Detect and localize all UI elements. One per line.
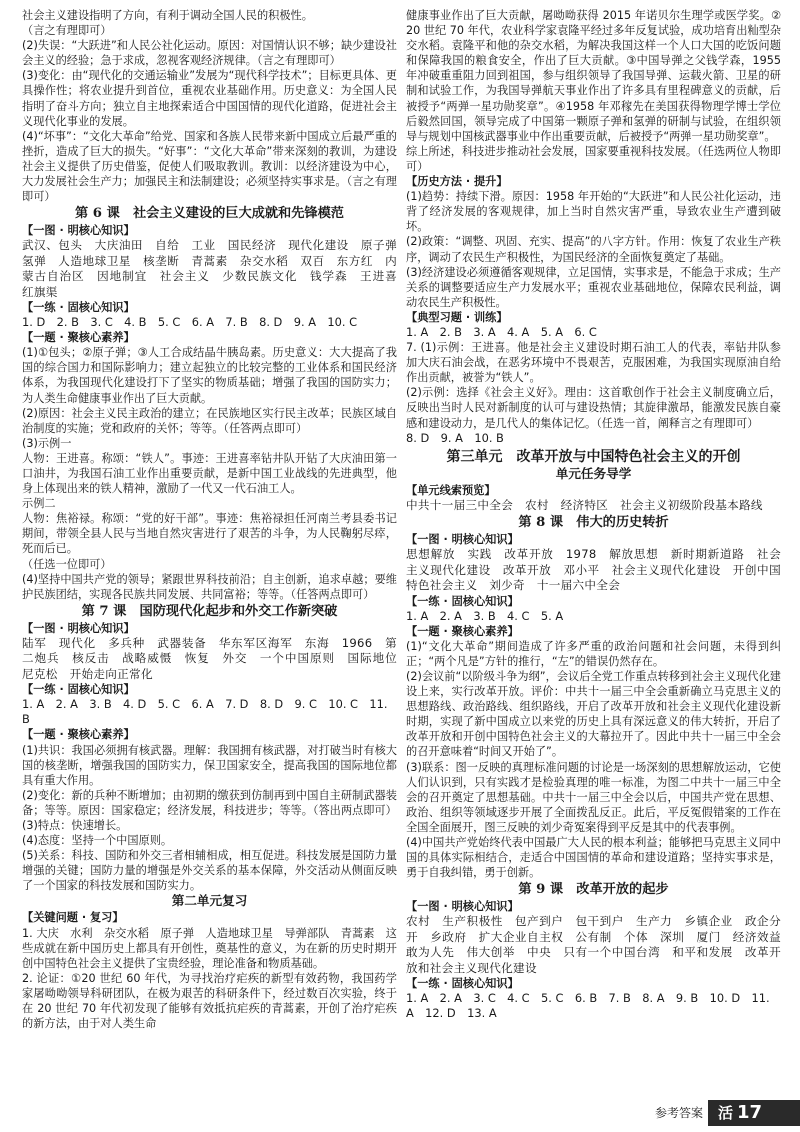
right-column	[406, 8, 793, 1021]
paragraph: 1. 大庆 水利 杂交水稻 原子弹 人造地球卫星 导弹部队 青蒿素 这些成就在新中国历史上都具有开创性，奠基性的意义，为在新的历史时期开创中国特色社会主义提供了宝贵经验，理论准备和物质基础。	[22, 926, 397, 970]
paragraph: （言之有理即可）	[22, 24, 112, 38]
answer-list: 1. D 2. B 3. C 4. B 5. C 6. A 7. B 8. D 9. A 10. C	[22, 315, 358, 330]
paragraph: 健康事业作出了巨大贡献，屠呦呦获得 2015 年诺贝尔生理学或医学奖。②20 世纪 70 年代，农业科学家袁隆平经过多年反复试验，成功培育出籼型杂交水稻。袁隆平和他的杂交水稻，为解决我国这样一个人口大国的吃饭问题和保障我国的粮食安全，作出了巨大贡献。③中国导弹之父钱学森，1955 年冲破重重阻力回到祖国，参与组织领导了我国导弹、运载火箭、卫星的研制和试验工作，为我国导弹航天事业作出了许多具有里程碑意义的贡献，后被授予“两弹一星功勋奖章”。④1958 年邓稼先在美国获得物理学博士学位后毅然回国，领导完成了中国第一颗原子弹和氢弹的研制与试验，在组织领导与规划中国核武器事业中作出重要贡献，后被授予“两弹一星功勋奖章”。	[406, 9, 781, 143]
answer-list: 1. A 2. A 3. B 4. C 5. A	[406, 608, 564, 623]
answer-key-label: 参考答案	[655, 1106, 704, 1120]
subunit-title: 第二单元复习	[171, 893, 248, 909]
activity-tag: 活	[718, 1104, 734, 1122]
paragraph: 人物：焦裕禄。称颂：“党的好干部”。事迹：焦裕禄担任河南兰考县委书记期间，带领全县人民与当地自然灾害进行了艰苦的斗争，为人民鞠躬尽瘁，死而后已。	[22, 512, 397, 556]
subunit-title: 单元任务导学	[555, 465, 632, 481]
answer-list: 8. D 9. A 10. B	[406, 430, 504, 445]
paragraph: (2)失误：“大跃进”和人民公社化运动。原因：对国情认识不够；缺少建设社会主义的经验；急于求成，忽视客观经济规律。（言之有理即可）	[22, 39, 397, 68]
lesson-title: 第 7 课 国防现代化起步和外交工作新突破	[81, 603, 338, 619]
lesson-title: 第 9 课 改革开放的起步	[518, 882, 669, 898]
section-header: 【一图 · 明核心知识】	[406, 900, 519, 914]
section-header: 【一练 · 固核心知识】	[22, 683, 135, 697]
paragraph: (4)“坏事”：“文化大革命”给党、国家和各族人民带来新中国成立后最严重的挫折，造成了巨大的损失。“好事”：“文化大革命”带来深刻的教训，为建设社会主义提供了历史借鉴，促使人们吸取教训。教训：以经济建设为中心，大力发展社会生产力；加强民主和法制建设；必须坚持实事求是。（言之有理即可）	[22, 129, 397, 204]
paragraph: 7. (1)示例：王进喜。他是社会主义建设时期石油工人的代表，率钻井队参加大庆石油会战，在恶劣环境中不畏艰苦，克服困难，为我国实现原油自给作出贡献，被誉为“铁人”。	[406, 341, 781, 385]
paragraph: (1)共识：我国必须拥有核武器。理解：我国拥有核武器，对打破当时有核大国的核垄断，增强我国的国防实力，保卫国家安全，提高我国的国际地位都具有重大作用。	[22, 743, 397, 787]
answer-list: 1. A 2. B 3. A 4. A 5. A 6. C	[406, 324, 597, 339]
section-header: 【历史方法 · 提升】	[406, 175, 508, 189]
paragraph: (3)示例一	[22, 436, 72, 450]
paragraph: (2)变化：新的兵种不断增加；由初期的缴获到仿制再到中国自主研制武器装备；等等。原因：国家稳定；经济发展，科技进步；等等。（答出两点即可）	[22, 788, 397, 817]
paragraph: 综上所述，科技进步推动社会发展，国家要重视科技发展。（任选两位人物即可）	[406, 144, 781, 173]
section-header: 【单元线索预览】	[406, 483, 496, 497]
keyword-list: 思想解放 实践 改革开放 1978 解放思想 新时期新道路 社会主义现代化建设 改革开放 邓小平 社会主义现代化建设 开创中国特色社会主义 刘少奇 十一届六中全会	[406, 547, 781, 593]
section-header: 【一图 · 明核心知识】	[22, 224, 135, 238]
section-header: 【一题 · 聚核心素养】	[22, 331, 135, 345]
section-header: 【关键问题 · 复习】	[22, 911, 124, 925]
section-header: 【一图 · 明核心知识】	[406, 533, 519, 547]
lesson-title: 第 6 课 社会主义建设的巨大成就和先锋模范	[75, 206, 344, 222]
section-header: 【一题 · 聚核心素养】	[406, 624, 519, 638]
paragraph: (1)“文化大革命”期间造成了许多严重的政治问题和社会问题，未得到纠正；“两个凡是”方针的推行，“左”的错误仍然存在。	[406, 639, 781, 668]
section-header: 【一图 · 明核心知识】	[22, 621, 135, 635]
keyword-list: 陆军 现代化 多兵种 武器装备 华东军区海军 东海 1966 第二炮兵 核反击 战略威慑 恢复 外交 一个中国原则 国际地位 尼克松 开始走向正常化	[22, 635, 409, 681]
paragraph: (2)原因：社会主义民主政治的建立；在民族地区实行民主改革；民族区域自治制度的实施；党和政府的关怀；等等。（任答两点即可）	[22, 406, 397, 435]
page-number: 17	[737, 1102, 763, 1123]
keyword-list: 农村 生产积极性 包产到户 包干到户 生产力 乡镇企业 政企分开 乡政府 扩大企业自主权 公有制 个体 深圳 厦门 经济效益 敢为人先 伟大创举 中央 只有一个中国台湾 和平和发展 改革开放和社会主义现代化建设	[406, 914, 793, 975]
paragraph: 示例二	[22, 497, 56, 511]
answer-list: 1. A 2. A 3. C 4. C 5. C 6. B 7. B 8. A 9. B 10. D 11. A 12. D 13. A	[406, 991, 770, 1021]
keyword-list: 武汉、包头 大庆油田 自给 工业 国民经济 现代化建设 原子弹 氢弹 人造地球卫星 核垄断 青蒿素 杂交水稻 双百 东方红 内蒙古自治区 因地制宜 社会主义 少数民族文化 钱学森 王进喜 红旗渠	[22, 238, 409, 299]
paragraph: (4)中国共产党始终代表中国最广大人民的根本利益；能够把马克思主义同中国的具体实际相结合，走适合中国国情的革命和建设道路；坚持实事求是，勇于自我纠错，勇于创新。	[406, 836, 781, 880]
section-header: 【典型习题 · 训练】	[406, 310, 508, 324]
answer-list: 1. A 2. A 3. B 4. D 5. C 6. A 7. D 8. D 9. C 10. C 11. B	[22, 697, 388, 727]
page-footer	[560, 1100, 800, 1126]
page-number-badge	[708, 1100, 800, 1126]
paragraph: (5)关系：科技、国防和外交三者相辅相成，相互促进。科技发展是国防力量增强的关键；国防力量的增强是外交关系的基本保障，外交活动从侧面反映了一个国家的科技发展和国防实力。	[22, 849, 397, 893]
section-header: 【一题 · 聚核心素养】	[22, 728, 135, 742]
paragraph: (2)政策：“调整、巩固、充实、提高”的八字方针。作用：恢复了农业生产秩序，调动了农民生产积极性，为国民经济的全面恢复奠定了基础。	[406, 235, 781, 264]
unit-title: 第三单元 改革开放与中国特色社会主义的开创	[446, 448, 741, 465]
paragraph: 2. 论证：①20 世纪 60 年代，为寻找治疗疟疾的新型有效药物，我国药学家屠呦呦领导科研团队，在极为艰苦的科研条件下，经过数百次实验，终于在 20 世纪 70 年代初发现了能够有效抵抗疟疾的青蒿素，开创了治疗疟疾的新方法，由于对人类生命	[22, 971, 397, 1031]
section-header: 【一练 · 固核心知识】	[406, 977, 519, 991]
paragraph: (2)示例：选择《社会主义好》。理由：这首歌创作于社会主义制度确立后，反映出当时人民对新制度的认可与建设热情；其旋律激昂，能激发民族自豪感和建设动力，是几代人的集体记忆。（任选一首，阐释言之有理即可）	[406, 386, 781, 430]
paragraph: (4)态度：坚持一个中国原则。	[22, 834, 173, 848]
section-header: 【一练 · 固核心知识】	[406, 594, 519, 608]
paragraph: 社会主义建设指明了方向，有利于调动全国人民的积极性。	[22, 9, 313, 22]
paragraph: (2)会议前“以阶级斗争为纲”，会议后全党工作重点转移到社会主义现代化建设上来，实行改革开放。评价：中共十一届三中全会重新确立马克思主义的思想路线、政治路线、组织路线，开启了改革开放和社会主义现代化建设新时期，实现了新中国成立以来党的历史上具有深远意义的伟大转折，开启了改革开放和开创中国特色社会主义的大幕拉开了。因此中共十一届三中全会的召开意味着“时间又开始了”。	[406, 670, 781, 759]
paragraph: (3)变化：由“现代化的交通运输业”发展为“现代科学技术”；目标更具体、更具操作性；将农业提升到首位，重视农业基础作用。历史意义：为全国人民指明了奋斗方向；独立自主地探索适合中国国情的现代化道路，促进社会主义现代化事业的发展。	[22, 69, 397, 128]
paragraph: (1)①包头；②原子弹；③人工合成结晶牛胰岛素。历史意义：大大提高了我国的综合国力和国际影响力；建立起独立的比较完整的工业体系和国民经济体系，为我国现代化建设打下了坚实的物质基础；增强了我国的国防实力；为人类生命健康事业作出了巨大贡献。	[22, 346, 397, 405]
lesson-title: 第 8 课 伟大的历史转折	[518, 515, 669, 531]
left-column	[22, 8, 409, 1031]
section-header: 【一练 · 固核心知识】	[22, 300, 135, 314]
paragraph: (4)坚持中国共产党的领导；紧跟世界科技前沿；自主创新，追求卓越；要维护民族团结，实现各民族共同发展、共同富裕；等等。（任答两点即可）	[22, 572, 397, 601]
paragraph: 人物：王进喜。称颂：“铁人”。事迹：王进喜率钻井队开钻了大庆油田第一口油井，为我国石油工业作出重要贡献，是新中国工业战线的先进典型，他身上体现出来的铁人精神，激励了一代又一代石油工人。	[22, 451, 397, 496]
paragraph: (3)特点：快速增长。	[22, 818, 128, 832]
keyword-list: 中共十一届三中全会 农村 经济特区 社会主义初级阶段基本路线	[406, 497, 763, 512]
paragraph: （任选一位即可）	[22, 557, 112, 571]
paragraph: (3)经济建设必须遵循客观规律，立足国情，实事求是，不能急于求成；生产关系的调整要适应生产力发展水平；重视农业基础地位，保障农民利益，调动农民生产积极性。	[406, 265, 781, 309]
paragraph: (3)联系：图一反映的真理标准问题的讨论是一场深刻的思想解放运动，它使人们认识到，只有实践才是检验真理的唯一标准，为图二中共十一届三中全会的召开奠定了思想基础。中共十一届三中全会以后，中国共产党在思想、政治、组织等领域逐步开展了全面拨乱反正。此后，平反冤假错案的工作在全国全面展开，图三反映的刘少奇冤案得到平反是其中的代表事例。	[406, 760, 781, 834]
paragraph: (1)趋势：持续下滑。原因：1958 年开始的“大跃进”和人民公社化运动，违背了经济发展的客观规律，加上当时自然灾害严重，导致农业生产遭到破坏。	[406, 190, 781, 234]
